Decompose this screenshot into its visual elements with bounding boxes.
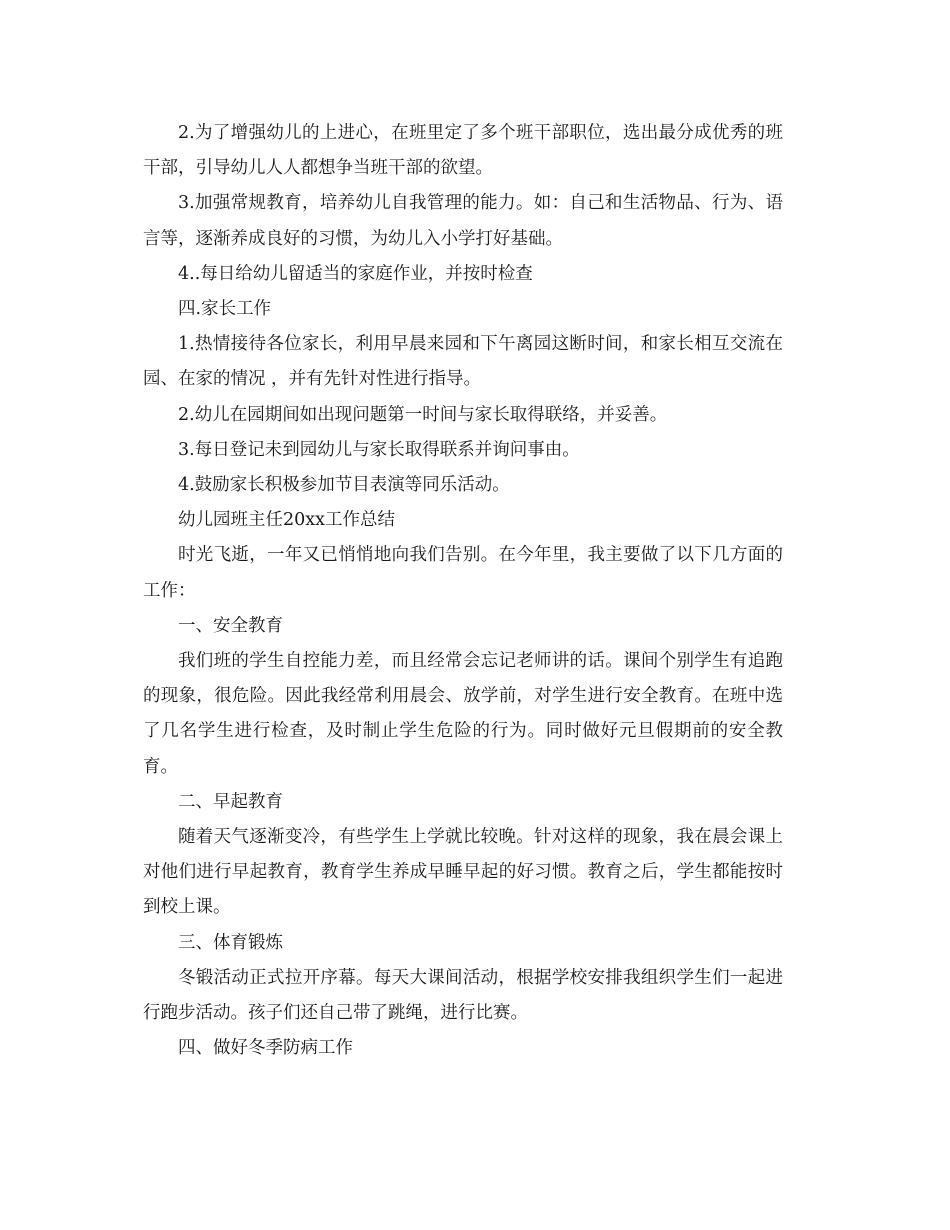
section-heading: 四、做好冬季防病工作 bbox=[178, 1038, 353, 1059]
paragraph: 时光飞逝，一年又已悄悄地向我们告别。在今年里，我主要做了以下几方面的工作： bbox=[143, 545, 783, 601]
document-body bbox=[143, 116, 783, 1066]
paragraph: 随着天气逐渐变冷，有些学生上学就比较晚。针对这样的现象，我在晨会课上对他们进行早起教育，教育学生养成早睡早起的好习惯。教育之后，学生都能按时到校上课。 bbox=[143, 827, 783, 918]
paragraph: 冬锻活动正式拉开序幕。每天大课间活动，根据学校安排我组织学生们一起进行跑步活动。孩子们还自己带了跳绳，进行比赛。 bbox=[143, 967, 783, 1024]
paragraph: 1.热情接待各位家长，利用早晨来园和下午离园这断时间，和家长相互交流在园、在家的情况 ，并有先针对性进行指导。 bbox=[143, 334, 783, 390]
paragraph: 3.加强常规教育，培养幼儿自我管理的能力。如：自己和生活物品、行为、语言等，逐渐养成良好的习惯，为幼儿入小学打好基础。 bbox=[143, 193, 783, 249]
paragraph: 我们班的学生自控能力差，而且经常会忘记老师讲的话。课间个别学生有追跑的现象，很危险。因此我经常利用晨会、放学前，对学生进行安全教育。在班中选了几名学生进行检查，及时制止学生危险的行为。同时做好元旦假期前的安全教育。 bbox=[143, 651, 783, 777]
paragraph: 2.幼儿在园期间如出现问题第一时间与家长取得联络，并妥善。 bbox=[178, 404, 668, 425]
paragraph: 4.鼓励家长积极参加节目表演等同乐活动。 bbox=[178, 475, 510, 496]
section-heading: 二、早起教育 bbox=[178, 791, 283, 812]
paragraph: 3.每日登记未到园幼儿与家长取得联系并询问事由。 bbox=[178, 439, 580, 460]
document-title: 幼儿园班主任20xx工作总结 bbox=[178, 510, 396, 531]
section-heading: 四.家长工作 bbox=[178, 299, 272, 320]
section-heading: 一、安全教育 bbox=[178, 615, 283, 636]
paragraph: 4..每日给幼儿留适当的家庭作业，并按时检查 bbox=[178, 263, 533, 284]
section-heading: 三、体育锻炼 bbox=[178, 932, 283, 953]
paragraph: 2.为了增强幼儿的上进心，在班里定了多个班干部职位，选出最分成优秀的班干部，引导幼儿人人都想争当班干部的欲望。 bbox=[143, 123, 783, 179]
